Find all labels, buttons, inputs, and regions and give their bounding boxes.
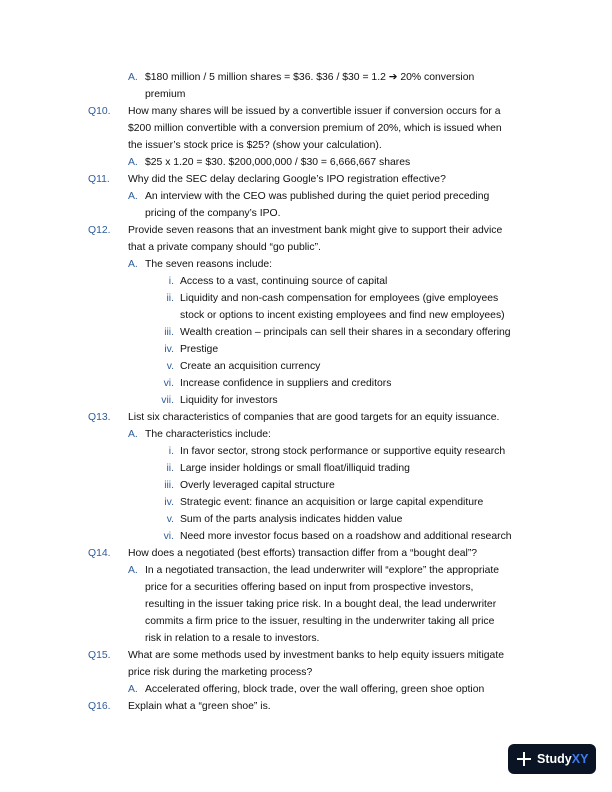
- q13-item-iv-numeral: iv.: [164, 497, 174, 508]
- q12-item-vii: Liquidity for investors: [180, 395, 278, 406]
- label-a-q12: A.: [128, 259, 138, 270]
- answer-q11-line1: An interview with the CEO was published during the quiet period preceding: [145, 191, 490, 202]
- label-a-q9: A.: [128, 72, 138, 83]
- question-q15-line2: price risk during the marketing process?: [128, 667, 313, 678]
- answer-q12-intro: The seven reasons include:: [145, 259, 273, 270]
- label-q12: Q12.: [88, 225, 111, 236]
- q13-item-i-numeral: i.: [168, 446, 174, 457]
- answer-q14-line1: In a negotiated transaction, the lead underwriter will “explore” the appropriate: [145, 565, 500, 576]
- q13-item-ii: Large insider holdings or small float/illiquid trading: [180, 463, 410, 474]
- q13-item-iii: Overly leveraged capital structure: [180, 480, 335, 491]
- q12-item-vi-numeral: vi.: [163, 378, 174, 389]
- answer-q9-line1: $180 million / 5 million shares = $36. $36 / $30 = 1.2 ➔ 20% conversion: [145, 72, 475, 83]
- q13-item-vi: Need more investor focus based on a roadshow and additional research: [180, 531, 512, 542]
- q13-item-i: In favor sector, strong stock performance or supportive equity research: [180, 446, 506, 457]
- q13-item-iv: Strategic event: finance an acquisition or large capital expenditure: [180, 497, 484, 508]
- label-q16: Q16.: [88, 701, 111, 712]
- q12-item-v: Create an acquisition currency: [180, 361, 321, 372]
- question-q11: Why did the SEC delay declaring Google’s IPO registration effective?: [128, 174, 446, 185]
- q12-item-ii-numeral: ii.: [166, 293, 174, 304]
- question-q16: Explain what a “green shoe” is.: [128, 701, 271, 712]
- question-q14: How does a negotiated (best efforts) transaction differ from a “bought deal”?: [128, 548, 478, 559]
- label-a-q15: A.: [128, 684, 138, 695]
- q12-item-ii-line1: Liquidity and non-cash compensation for employees (give employees: [180, 293, 499, 304]
- label-q13: Q13.: [88, 412, 111, 423]
- plus-icon: [517, 752, 531, 766]
- answer-q14-line4: commits a firm price to the issuer, resulting in the underwriter taking all price: [145, 616, 495, 627]
- label-a-q10: A.: [128, 157, 138, 168]
- label-q14: Q14.: [88, 548, 111, 559]
- q12-item-i-numeral: i.: [168, 276, 174, 287]
- q12-item-v-numeral: v.: [166, 361, 174, 372]
- label-q11: Q11.: [88, 174, 110, 185]
- answer-q11-line2: pricing of the company’s IPO.: [145, 208, 281, 219]
- q12-item-iv: Prestige: [180, 344, 219, 355]
- q13-item-v: Sum of the parts analysis indicates hidden value: [180, 514, 403, 525]
- question-q12-line1: Provide seven reasons that an investment bank might give to support their advice: [128, 225, 503, 236]
- q13-item-vi-numeral: vi.: [163, 531, 174, 542]
- studyxy-badge[interactable]: [508, 744, 596, 774]
- question-q10-line1: How many shares will be issued by a convertible issuer if conversion occurs for a: [128, 106, 501, 117]
- question-q12-line2: that a private company should “go public”.: [128, 242, 321, 253]
- question-q10-line2: $200 million convertible with a conversion premium of 20%, which is issued when: [128, 123, 502, 134]
- q13-item-v-numeral: v.: [166, 514, 174, 525]
- question-q13: List six characteristics of companies that are good targets for an equity issuance.: [128, 412, 500, 423]
- question-q15-line1: What are some methods used by investment banks to help equity issuers mitigate: [128, 650, 504, 661]
- answer-q9-line2: premium: [145, 89, 186, 100]
- q12-item-iii: Wealth creation – principals can sell their shares in a secondary offering: [180, 327, 511, 338]
- label-q10: Q10.: [88, 106, 111, 117]
- q12-item-vi: Increase confidence in suppliers and creditors: [180, 378, 392, 389]
- label-a-q11: A.: [128, 191, 138, 202]
- answer-q14-line5: risk in relation to a resale to investors.: [145, 633, 320, 644]
- brand-name: StudyXY: [537, 752, 589, 766]
- q12-item-i: Access to a vast, continuing source of capital: [180, 276, 388, 287]
- q12-item-vii-numeral: vii.: [161, 395, 174, 406]
- q12-item-ii-line2: stock or options to incent existing employees and find new employees): [180, 310, 505, 321]
- answer-q13-intro: The characteristics include:: [145, 429, 271, 440]
- answer-q14-line2: price for a securities offering based on input from prospective investors,: [145, 582, 474, 593]
- label-a-q14: A.: [128, 565, 138, 576]
- label-q15: Q15.: [88, 650, 111, 661]
- q12-item-iv-numeral: iv.: [164, 344, 174, 355]
- answer-q10: $25 x 1.20 = $30. $200,000,000 / $30 = 6,666,667 shares: [145, 157, 411, 168]
- q13-item-iii-numeral: iii.: [164, 480, 174, 491]
- q13-item-ii-numeral: ii.: [166, 463, 174, 474]
- answer-q15: Accelerated offering, block trade, over the wall offering, green shoe option: [145, 684, 485, 695]
- question-q10-line3: the issuer’s stock price is $25? (show your calculation).: [128, 140, 382, 151]
- label-a-q13: A.: [128, 429, 138, 440]
- answer-q14-line3: resulting in the issuer taking price risk. In a bought deal, the lead underwriter: [145, 599, 497, 610]
- q12-item-iii-numeral: iii.: [164, 327, 174, 338]
